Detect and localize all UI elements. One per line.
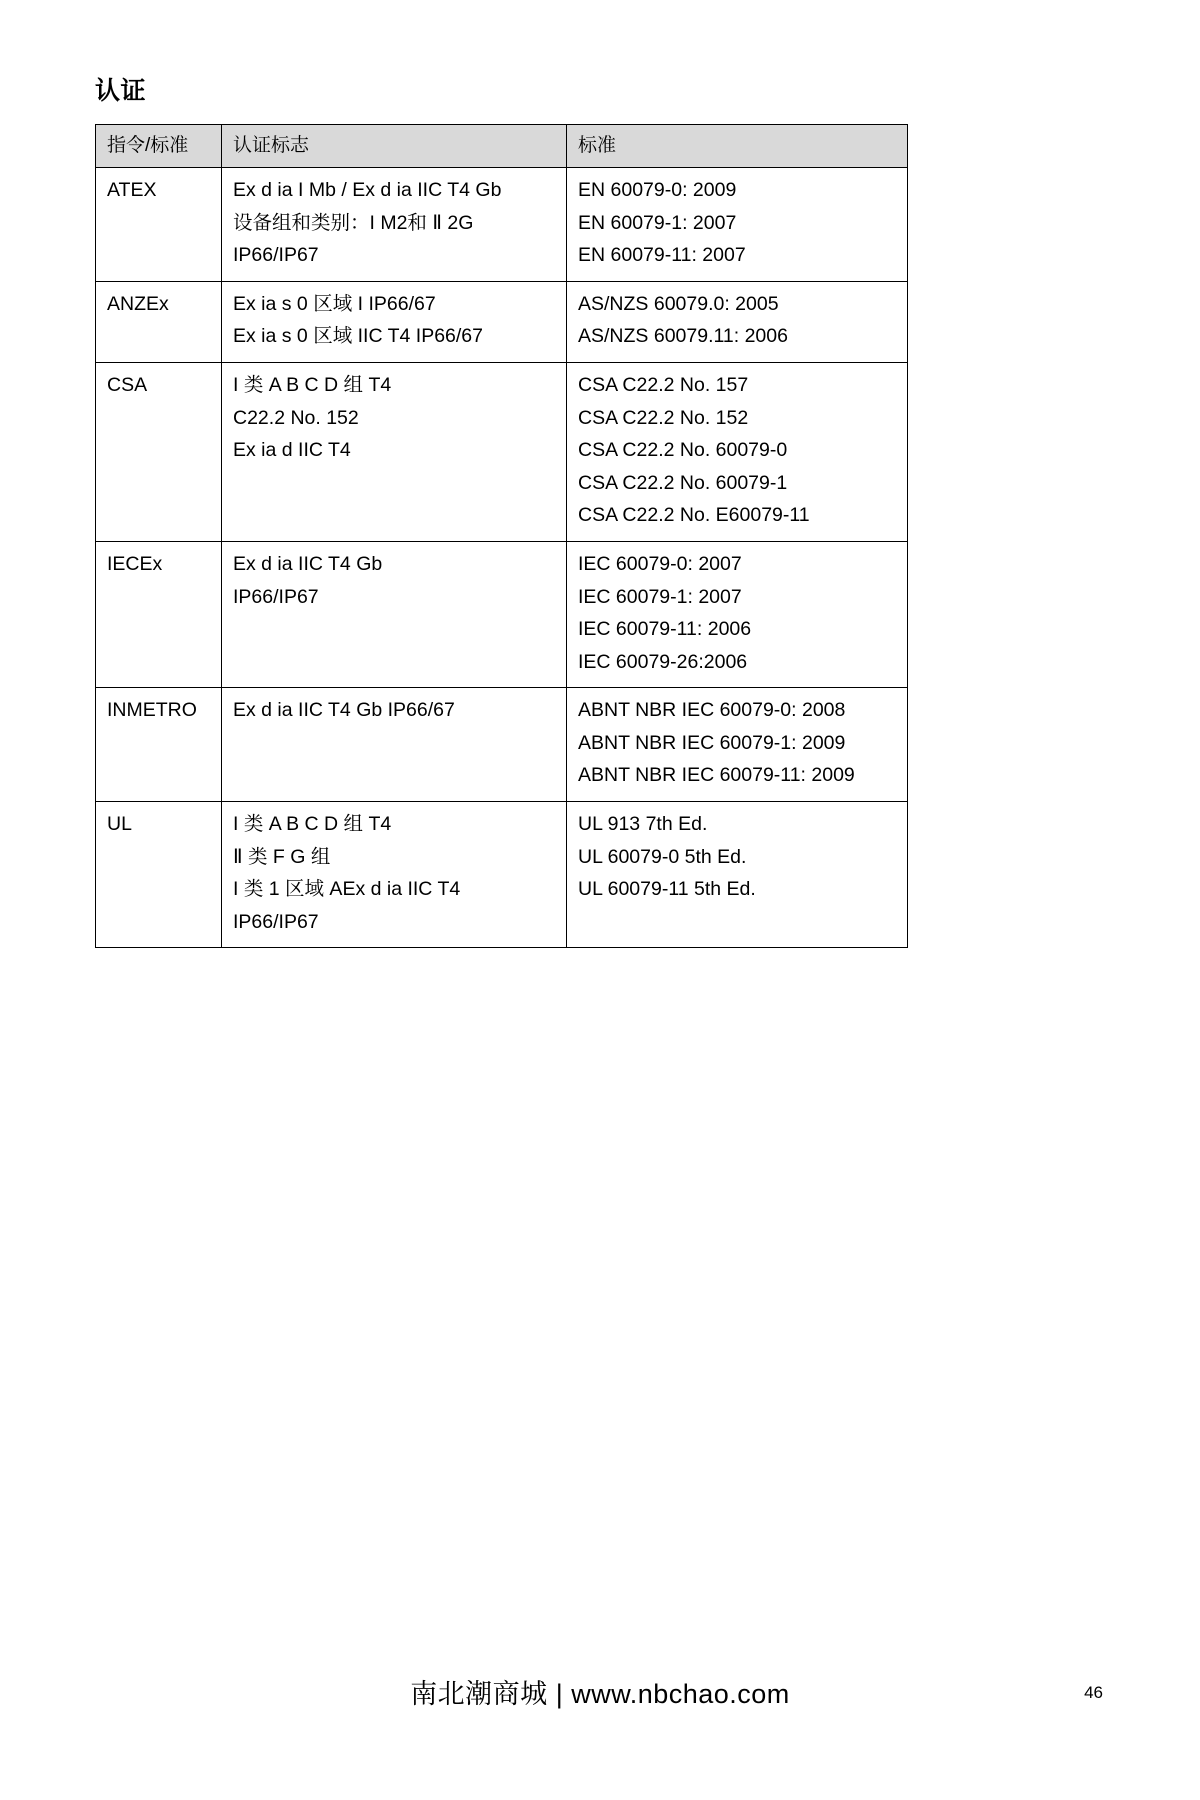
- cell-standard: [567, 168, 908, 282]
- cell-line: I 类 A B C D 组 T4: [233, 812, 392, 835]
- cell-line: IEC 60079-1: 2007: [578, 585, 742, 608]
- footer-watermark: 南北潮商城 | www.nbchao.com: [410, 1679, 790, 1709]
- cell-certification-mark: [222, 281, 567, 362]
- cell-line: UL 60079-0 5th Ed.: [578, 845, 747, 868]
- cell-line: 设备组和类别：I M2和 Ⅱ 2G: [233, 211, 474, 234]
- cell-directive: ATEX: [96, 168, 222, 282]
- cell-line: CSA C22.2 No. E60079-11: [578, 504, 810, 527]
- cell-line: AS/NZS 60079.0: 2005: [578, 292, 779, 315]
- cell-line: CSA C22.2 No. 152: [578, 406, 749, 429]
- column-header-certification-mark: 认证标志: [222, 124, 567, 168]
- cell-line: I 类 A B C D 组 T4: [233, 374, 392, 397]
- cell-line: EN 60079-0: 2009: [578, 179, 737, 202]
- column-header-directive: 指令/标准: [96, 124, 222, 168]
- table-row: [96, 801, 908, 947]
- cell-line: IP66/IP67: [233, 585, 319, 608]
- table-row: [96, 688, 908, 802]
- cell-line: Ex d ia IIC T4 Gb: [233, 552, 383, 575]
- cell-line: Ex ia d IIC T4: [233, 439, 351, 462]
- table-row: [96, 541, 908, 687]
- cell-line: I 类 1 区域 AEx d ia IIC T4: [233, 878, 461, 901]
- cell-line: UL 913 7th Ed.: [578, 812, 708, 835]
- cell-line: CSA C22.2 No. 60079-0: [578, 439, 788, 462]
- cell-directive: CSA: [96, 363, 222, 542]
- cell-line: CSA C22.2 No. 60079-1: [578, 471, 788, 494]
- page-number: 46: [1084, 1683, 1103, 1702]
- cell-line: IP66/IP67: [233, 910, 319, 933]
- cell-line: EN 60079-11: 2007: [578, 244, 746, 267]
- table-row: [96, 363, 908, 542]
- column-header-standard: 标准: [567, 124, 908, 168]
- cell-standard: [567, 281, 908, 362]
- cell-line: Ex d ia I Mb / Ex d ia IIC T4 Gb: [233, 179, 502, 202]
- cell-certification-mark: [222, 168, 567, 282]
- page-content: [95, 78, 907, 948]
- cell-line: C22.2 No. 152: [233, 406, 359, 429]
- table-body: [96, 168, 908, 948]
- cell-certification-mark: [222, 688, 567, 802]
- cell-directive: INMETRO: [96, 688, 222, 802]
- cell-line: IEC 60079-11: 2006: [578, 618, 752, 641]
- cell-certification-mark: [222, 363, 567, 542]
- cell-certification-mark: [222, 801, 567, 947]
- cell-line: IEC 60079-0: 2007: [578, 552, 742, 575]
- cell-directive: UL: [96, 801, 222, 947]
- cell-line: CSA C22.2 No. 157: [578, 374, 749, 397]
- certifications-table: [95, 124, 908, 949]
- cell-standard: [567, 801, 908, 947]
- cell-line: ABNT NBR IEC 60079-1: 2009: [578, 731, 846, 754]
- cell-line: IEC 60079-26:2006: [578, 650, 748, 673]
- table-row: [96, 281, 908, 362]
- cell-line: EN 60079-1: 2007: [578, 211, 737, 234]
- cell-certification-mark: [222, 541, 567, 687]
- cell-line: ABNT NBR IEC 60079-0: 2008: [578, 699, 846, 722]
- table-row: [96, 168, 908, 282]
- cell-standard: [567, 363, 908, 542]
- cell-line: ABNT NBR IEC 60079-11: 2009: [578, 764, 855, 787]
- cell-standard: [567, 688, 908, 802]
- cell-line: UL 60079-11 5th Ed.: [578, 878, 756, 901]
- cell-directive: ANZEx: [96, 281, 222, 362]
- cell-line: Ⅱ 类 F G 组: [233, 845, 331, 868]
- cell-line: IP66/IP67: [233, 244, 319, 267]
- cell-line: Ex d ia IIC T4 Gb IP66/67: [233, 699, 455, 722]
- cell-standard: [567, 541, 908, 687]
- table-header-row: [96, 124, 908, 168]
- cell-directive: IECEx: [96, 541, 222, 687]
- table-header: [96, 124, 908, 168]
- cell-line: Ex ia s 0 区域 I IP66/67: [233, 292, 436, 315]
- cell-line: AS/NZS 60079.11: 2006: [578, 325, 788, 348]
- page-title: 认证: [95, 77, 147, 105]
- page-footer: [0, 1672, 1200, 1711]
- cell-line: Ex ia s 0 区域 IIC T4 IP66/67: [233, 325, 483, 348]
